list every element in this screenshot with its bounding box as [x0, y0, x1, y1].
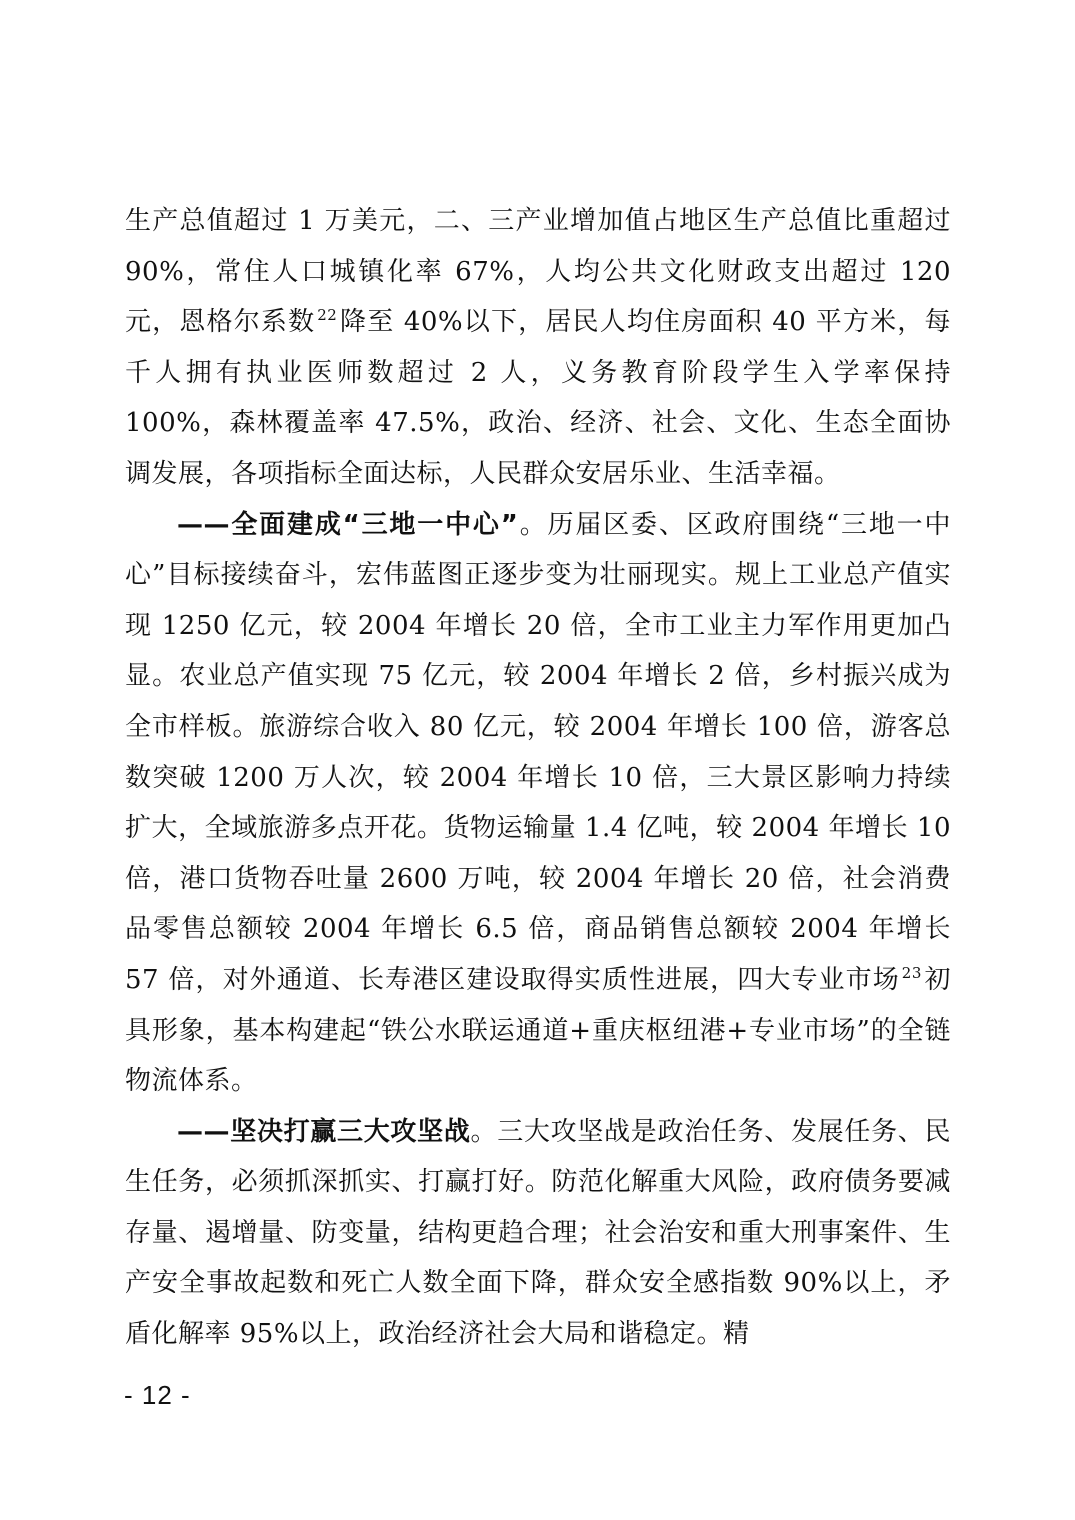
footnote-ref-23[interactable]: 23 [901, 963, 922, 982]
paragraph-1 [125, 196, 951, 500]
paragraph-heading: ——全面建成“三地一中心” [177, 509, 519, 540]
page-number: - 12 - [124, 1380, 191, 1410]
document-body [125, 196, 951, 1360]
paragraph-text: 生产总值超过 1 万美元，二、三产业增加值占地区生产总值比重超过 90%，常住人口城镇化率 67%，人均公共文化财政支出超过 120 元，恩格尔系数 [125, 206, 951, 338]
paragraph-text: 。历届区委、区政府围绕“三地一中心”目标接续奋斗，宏伟蓝图正逐步变为壮丽现实。规上工业总产值实现 1250 亿元，较 2004 年增长 20 倍，全市工业主力军作用更加凸显。农业总产值实现 75 亿元，较 2004 年增长 2 倍，乡村振兴成为全市样板。旅游综合收入 80 亿元，较 2004 年增长 100 倍，游客总数突破 1200 万人次，较 2004 年增长 10 倍，三大景区影响力持续扩大，全域旅游多点开花。货物运输量 1.4 亿吨，较 2004 年增长 10 倍，港口货物吞吐量 2600 万吨，较 2004 年增长 20 倍，社会消费品零售总额较 2004 年增长 6.5 倍，商品销售总额较 2004 年增长 57 倍，对外通道、长寿港区建设取得实质性进展，四大专业市场 [125, 509, 951, 995]
paragraph-text: 降至 40%以下，居民人均住房面积 40 平方米，每千人拥有执业医师数超过 2 人，义务教育阶段学生入学率保持 100%，森林覆盖率 47.5%，政治、经济、社会、文化、生态全面协调发展，各项指标全面达标，人民群众安居乐业、生活幸福。 [125, 307, 951, 489]
paragraph-heading: ——坚决打赢三大攻坚战 [177, 1116, 471, 1147]
paragraph-2 [125, 500, 951, 1107]
paragraph-text: 。三大攻坚战是政治任务、发展任务、民生任务，必须抓深抓实、打赢打好。防范化解重大风险，政府债务要减存量、遏增量、防变量，结构更趋合理；社会治安和重大刑事案件、生产安全事故起数和死亡人数全面下降，群众安全感指数 90%以上，矛盾化解率 95%以上，政治经济社会大局和谐稳定。精 [125, 1116, 951, 1350]
footnote-ref-22[interactable]: 22 [317, 306, 338, 325]
paragraph-3 [125, 1107, 951, 1360]
paragraph-text: 初具形象，基本构建起“铁公水联运通道+重庆枢纽港+专业市场”的全链物流体系。 [125, 964, 951, 1097]
